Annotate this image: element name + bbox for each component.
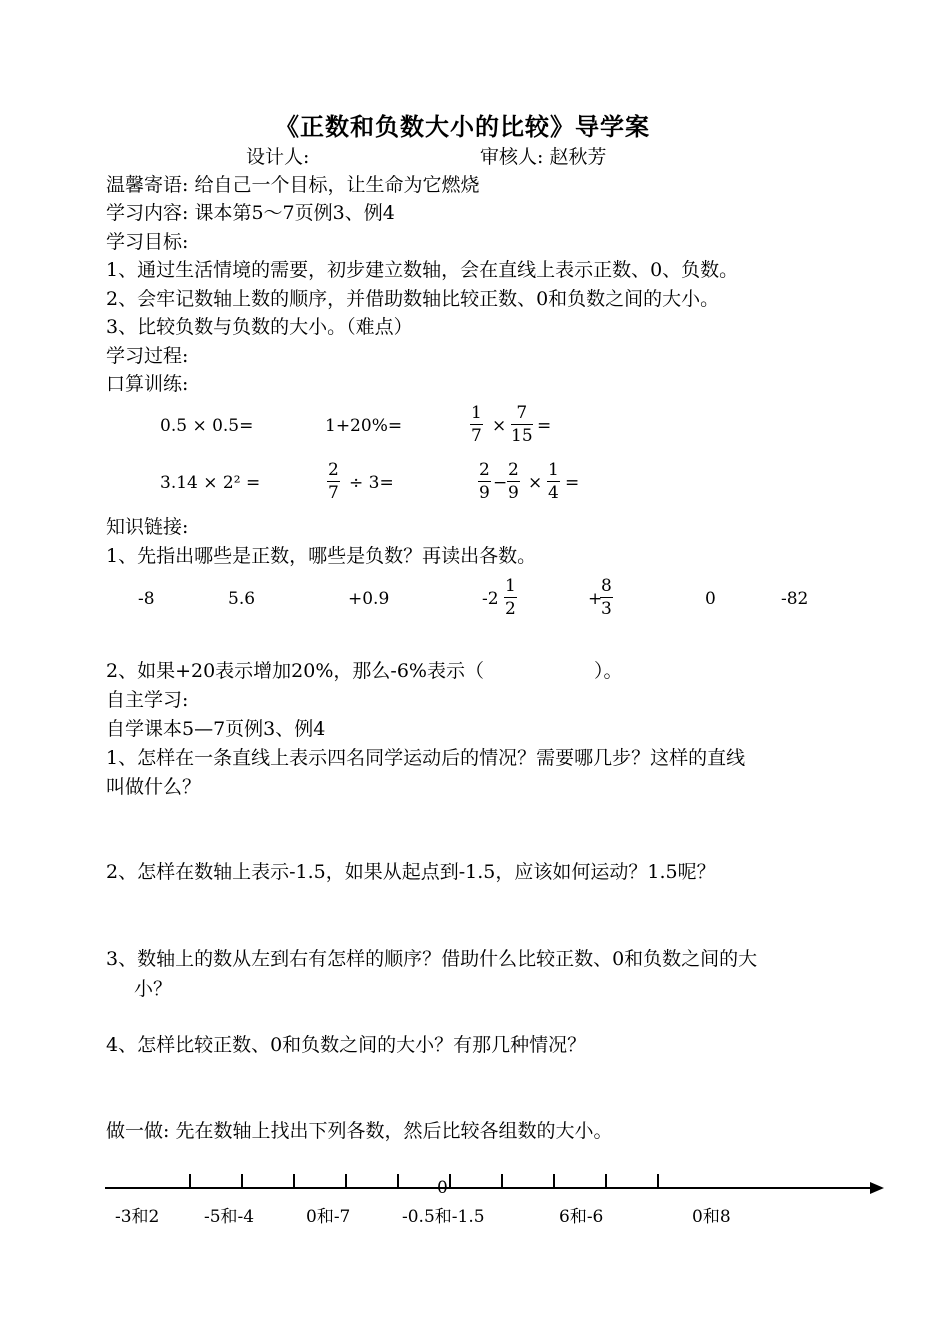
tick-mark [189, 1174, 191, 1187]
self-study-heading: 自主学习: [106, 689, 189, 711]
self-q1-line2: 叫做什么？ [106, 776, 202, 798]
number-1: -8 [138, 589, 155, 609]
tick-mark [241, 1174, 243, 1187]
compare-pair-2: -5和-4 [204, 1207, 255, 1227]
fraction: 1 7 [471, 403, 482, 446]
fraction: 1 4 [548, 460, 559, 503]
goal-3: 3、比较负数与负数的大小。（难点） [106, 316, 413, 338]
motto: 温馨寄语: 给自己一个目标，让生命为它燃烧 [106, 174, 480, 196]
self-q3-line2: 小？ [134, 978, 173, 1000]
page-title: 《正数和负数大小的比较》导学案 [275, 112, 650, 141]
goal-1: 1、通过生活情境的需要，初步建立数轴，会在直线上表示正数、0、负数。 [106, 259, 739, 281]
compare-pair-6: 0和8 [692, 1207, 731, 1227]
goals-heading: 学习目标: [106, 231, 189, 253]
knowledge-heading: 知识链接: [106, 516, 189, 538]
tick-mark [345, 1174, 347, 1187]
fraction: 2 9 [479, 460, 490, 503]
number-line-axis [105, 1187, 873, 1189]
tick-mark [501, 1174, 503, 1187]
knowledge-q2: 2、如果+20表示增加20%，那么-6%表示（ ）。 [106, 660, 623, 682]
oral-expr-2: 1+20%= [325, 416, 403, 436]
tick-mark [449, 1174, 451, 1187]
self-q3-line1: 3、数轴上的数从左到右有怎样的顺序？借助什么比较正数、0和负数之间的大 [106, 948, 758, 970]
oral-expr-1: 0.5 × 0.5= [160, 416, 254, 436]
oral-expr-4: 3.14 × 2² = [160, 473, 261, 493]
designer-label: 设计人: [246, 146, 310, 168]
tick-mark [657, 1174, 659, 1187]
compare-pair-1: -3和2 [115, 1207, 160, 1227]
tick-mark [397, 1174, 399, 1187]
goal-2: 2、会牢记数轴上数的顺序，并借助数轴比较正数、0和负数之间的大小。 [106, 288, 720, 310]
arrow-right-icon [870, 1182, 884, 1194]
practice-instruction: 做一做: 先在数轴上找出下列各数，然后比较各组数的大小。 [106, 1120, 613, 1142]
fraction: 2 9 [508, 460, 519, 503]
self-q2: 2、怎样在数轴上表示-1.5，如果从起点到-1.5，应该如何运动？1.5呢？ [106, 861, 716, 883]
self-q4: 4、怎样比较正数、0和负数之间的大小？有那几种情况？ [106, 1034, 587, 1056]
process-heading: 学习过程: [106, 345, 189, 367]
tick-mark [293, 1174, 295, 1187]
compare-pair-5: 6和-6 [559, 1207, 604, 1227]
number-2: 5.6 [228, 589, 256, 609]
oral-heading: 口算训练: [106, 373, 189, 395]
knowledge-q1: 1、先指出哪些是正数，哪些是负数？再读出各数。 [106, 545, 537, 567]
tick-mark [605, 1174, 607, 1187]
tick-mark [553, 1174, 555, 1187]
fraction: 8 3 [601, 576, 612, 619]
self-q1-line1: 1、怎样在一条直线上表示四名同学运动后的情况？需要哪几步？这样的直线 [106, 747, 746, 769]
fraction: 7 15 [511, 403, 533, 446]
number-6: 0 [705, 589, 716, 609]
compare-pair-4: -0.5和-1.5 [402, 1207, 485, 1227]
fraction: 2 7 [328, 460, 339, 503]
compare-pair-3: 0和-7 [306, 1207, 351, 1227]
reviewer-label: 审核人: 赵秋芳 [480, 146, 607, 168]
fraction: 1 2 [505, 576, 516, 619]
number-3: +0.9 [348, 589, 390, 609]
learning-content: 学习内容: 课本第5～7页例3、例4 [106, 202, 395, 224]
number-7: -82 [781, 589, 809, 609]
self-study-sub: 自学课本5—7页例3、例4 [106, 718, 326, 740]
axis-zero-label: 0 [437, 1178, 448, 1198]
